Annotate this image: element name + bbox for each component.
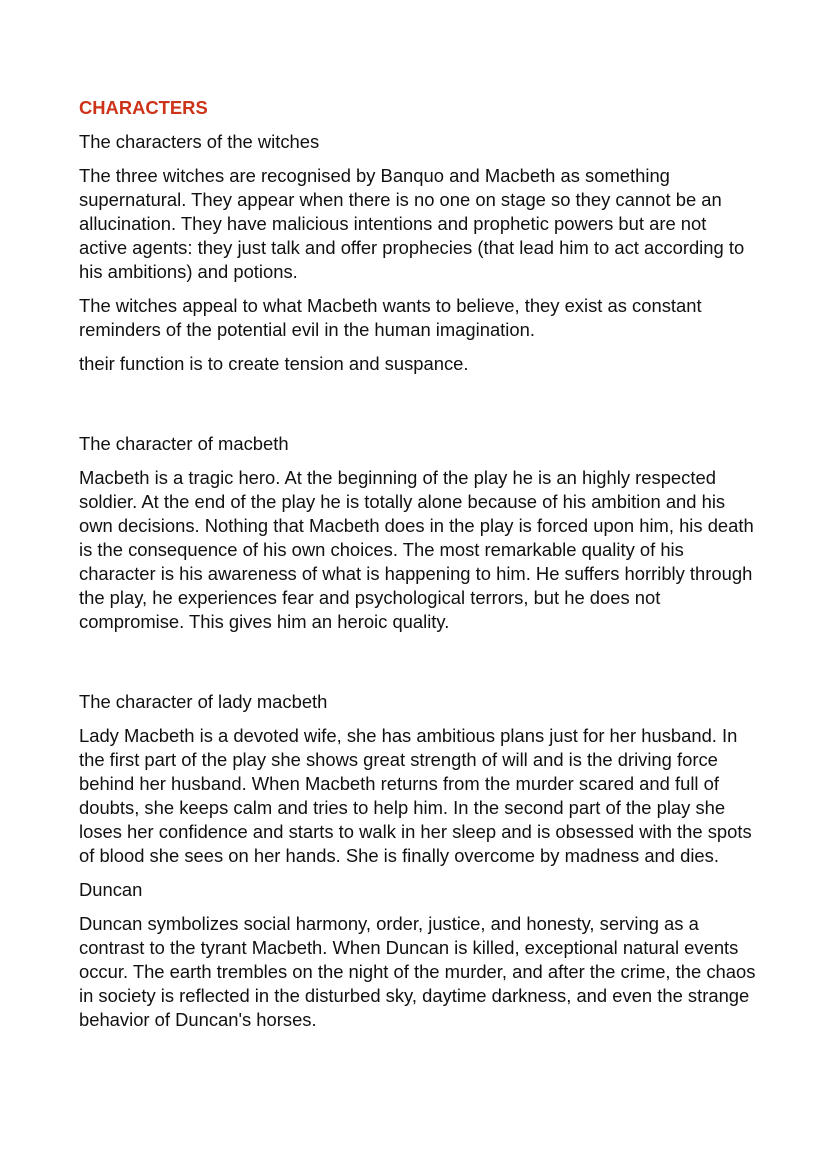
section-title-witches: The characters of the witches — [79, 131, 320, 152]
document-page — [79, 96, 759, 1042]
page-heading: CHARACTERS — [79, 97, 208, 118]
witches-paragraph-1: The three witches are recognised by Banquo and Macbeth as something supernatural. They appear when there is no one on stage so they cannot be an allucination. They have malicious intentions and prophetic powers but are not active agents: they just talk and offer prophecies (that lead him to act according to his ambitions) and potions. — [79, 165, 745, 282]
macbeth-paragraph: Macbeth is a tragic hero. At the beginning of the play he is an highly respected soldier. At the end of the play he is totally alone because of his ambition and his own decisions. Nothing that Macbeth does in the play is forced upon him, his death is the consequence of his own choices. The most remarkable quality of his character is his awareness of what is happening to him. He suffers horribly through the play, he experiences fear and psychological terrors, but he does not compromise. This gives him an heroic quality. — [79, 467, 754, 632]
section-title-lady-macbeth: The character of lady macbeth — [79, 691, 328, 712]
witches-paragraph-3: their function is to create tension and suspance. — [79, 353, 469, 374]
section-title-macbeth: The character of macbeth — [79, 433, 289, 454]
section-spacer — [79, 386, 759, 432]
lady-macbeth-paragraph: Lady Macbeth is a devoted wife, she has ambitious plans just for her husband. In the first part of the play she shows great strength of will and is the driving force behind her husband. When Macbeth returns from the murder scared and full of doubts, she keeps calm and tries to help him. In the second part of the play she loses her confidence and starts to walk in her sleep and is obsessed with the spots of blood she sees on her hands. She is finally overcome by madness and dies. — [79, 725, 752, 866]
section-title-duncan: Duncan — [79, 879, 143, 900]
section-spacer — [79, 644, 759, 690]
witches-paragraph-2: The witches appeal to what Macbeth wants to believe, they exist as constant reminders of the potential evil in the human imagination. — [79, 295, 702, 340]
duncan-paragraph: Duncan symbolizes social harmony, order, justice, and honesty, serving as a contrast to the tyrant Macbeth. When Duncan is killed, exceptional natural events occur. The earth trembles on the night of the murder, and after the crime, the chaos in society is reflected in the disturbed sky, daytime darkness, and even the strange behavior of Duncan's horses. — [79, 913, 756, 1030]
